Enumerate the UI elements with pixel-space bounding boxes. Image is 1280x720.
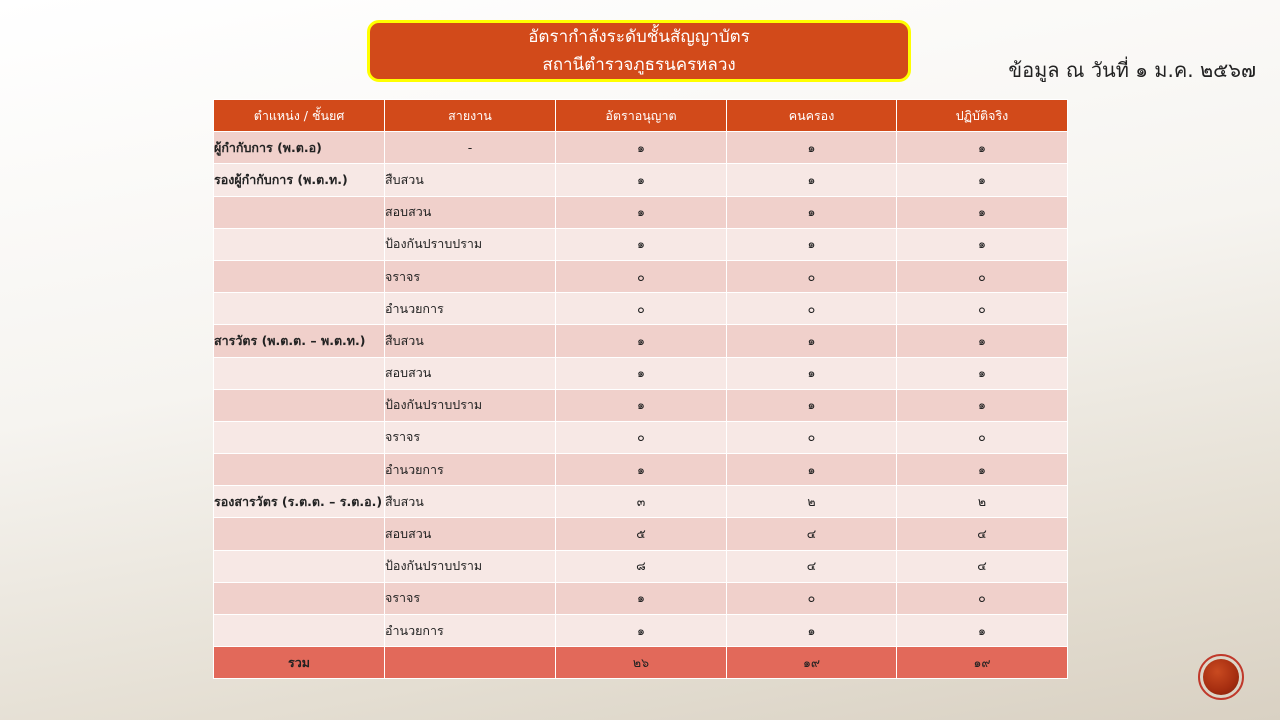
cell-unit: ป้องกันปราบปราม [385, 228, 556, 260]
cell-actual: ๒ [897, 486, 1068, 518]
cell-position [214, 421, 385, 453]
cell-unit: สอบสวน [385, 196, 556, 228]
cell-held: ๐ [727, 582, 897, 614]
cell-unit: สอบสวน [385, 357, 556, 389]
cell-allowed: ๑ [556, 132, 727, 164]
cell-allowed: ๑ [556, 454, 727, 486]
cell-allowed: ๑ [556, 196, 727, 228]
cell-held: ๑ [727, 228, 897, 260]
table-row [214, 164, 1068, 196]
cell-position: สารวัตร (พ.ต.ต. – พ.ต.ท.) [214, 325, 385, 357]
data-date-note: ข้อมูล ณ วันที่ ๑ ม.ค. ๒๕๖๗ [1008, 58, 1256, 82]
cell-allowed: ๑ [556, 164, 727, 196]
cell-unit: จราจร [385, 260, 556, 292]
cell-held: ๑ [727, 164, 897, 196]
cell-allowed: ๘ [556, 550, 727, 582]
table-row [214, 582, 1068, 614]
cell-allowed: ๓ [556, 486, 727, 518]
cell-allowed: ๑ [556, 615, 727, 647]
table-row [214, 518, 1068, 550]
cell-held: ๐ [727, 421, 897, 453]
cell-actual: ๐ [897, 293, 1068, 325]
header-actual: ปฏิบัติจริง [897, 100, 1068, 132]
cell-unit: อำนวยการ [385, 454, 556, 486]
table-row [214, 486, 1068, 518]
cell-actual: ๑ [897, 132, 1068, 164]
cell-allowed: ๑ [556, 357, 727, 389]
cell-held: ๑ [727, 615, 897, 647]
cell-held: ๔ [727, 518, 897, 550]
cell-actual: ๑ [897, 615, 1068, 647]
table-row [214, 421, 1068, 453]
cell-position [214, 389, 385, 421]
cell-held: ๑ [727, 132, 897, 164]
cell-actual: ๑ [897, 389, 1068, 421]
cell-allowed: ๐ [556, 293, 727, 325]
cell-actual: ๑ [897, 228, 1068, 260]
cell-position: รองสารวัตร (ร.ต.ต. – ร.ต.อ.) [214, 486, 385, 518]
cell-unit: สอบสวน [385, 518, 556, 550]
cell-position [214, 582, 385, 614]
table-row [214, 260, 1068, 292]
table-row [214, 357, 1068, 389]
cell-actual: ๐ [897, 421, 1068, 453]
cell-actual: ๔ [897, 518, 1068, 550]
cell-allowed: ๕ [556, 518, 727, 550]
header-position: ตำแหน่ง / ชั้นยศ [214, 100, 385, 132]
total-allowed: ๒๖ [556, 647, 727, 679]
table-header-row [214, 100, 1068, 132]
cell-actual: ๐ [897, 260, 1068, 292]
cell-unit: - [385, 132, 556, 164]
cell-position [214, 454, 385, 486]
slide-title-box [367, 20, 911, 82]
slide-title-line1: อัตรากำลังระดับชั้นสัญญาบัตร [528, 27, 750, 47]
cell-unit: สืบสวน [385, 164, 556, 196]
table-row [214, 454, 1068, 486]
cell-held: ๐ [727, 260, 897, 292]
cell-actual: ๑ [897, 357, 1068, 389]
header-allowed: อัตราอนุญาต [556, 100, 727, 132]
total-row [214, 647, 1068, 679]
table-row [214, 325, 1068, 357]
table-row [214, 293, 1068, 325]
cell-actual: ๔ [897, 550, 1068, 582]
cell-position [214, 293, 385, 325]
cell-position [214, 518, 385, 550]
next-slide-button[interactable] [1198, 654, 1244, 700]
table-row [214, 389, 1068, 421]
cell-actual: ๐ [897, 582, 1068, 614]
cell-unit: จราจร [385, 421, 556, 453]
cell-held: ๑ [727, 196, 897, 228]
cell-allowed: ๑ [556, 389, 727, 421]
cell-held: ๑ [727, 389, 897, 421]
cell-unit: จราจร [385, 582, 556, 614]
total-label: รวม [214, 647, 385, 679]
table-row [214, 228, 1068, 260]
cell-position [214, 615, 385, 647]
cell-unit: ป้องกันปราบปราม [385, 550, 556, 582]
cell-position [214, 357, 385, 389]
slide-title-line2: สถานีตำรวจภูธรนครหลวง [542, 55, 736, 75]
cell-unit: ป้องกันปราบปราม [385, 389, 556, 421]
manpower-table [213, 99, 1068, 679]
next-slide-icon [1203, 659, 1239, 695]
cell-unit: อำนวยการ [385, 615, 556, 647]
cell-allowed: ๐ [556, 260, 727, 292]
cell-allowed: ๐ [556, 421, 727, 453]
total-held: ๑๙ [727, 647, 897, 679]
cell-held: ๐ [727, 293, 897, 325]
cell-position [214, 228, 385, 260]
cell-position [214, 260, 385, 292]
cell-held: ๒ [727, 486, 897, 518]
cell-held: ๑ [727, 357, 897, 389]
header-unit: สายงาน [385, 100, 556, 132]
cell-held: ๑ [727, 454, 897, 486]
cell-actual: ๑ [897, 196, 1068, 228]
cell-actual: ๑ [897, 325, 1068, 357]
cell-held: ๔ [727, 550, 897, 582]
cell-allowed: ๑ [556, 325, 727, 357]
cell-allowed: ๑ [556, 582, 727, 614]
total-unit [385, 647, 556, 679]
table-row [214, 196, 1068, 228]
cell-position: ผู้กำกับการ (พ.ต.อ) [214, 132, 385, 164]
cell-position [214, 550, 385, 582]
cell-held: ๑ [727, 325, 897, 357]
cell-position: รองผู้กำกับการ (พ.ต.ท.) [214, 164, 385, 196]
cell-allowed: ๑ [556, 228, 727, 260]
table-row [214, 615, 1068, 647]
cell-actual: ๑ [897, 454, 1068, 486]
cell-actual: ๑ [897, 164, 1068, 196]
cell-unit: สืบสวน [385, 325, 556, 357]
cell-unit: สืบสวน [385, 486, 556, 518]
table-row [214, 132, 1068, 164]
cell-unit: อำนวยการ [385, 293, 556, 325]
total-actual: ๑๙ [897, 647, 1068, 679]
header-held: คนครอง [727, 100, 897, 132]
table-row [214, 550, 1068, 582]
cell-position [214, 196, 385, 228]
